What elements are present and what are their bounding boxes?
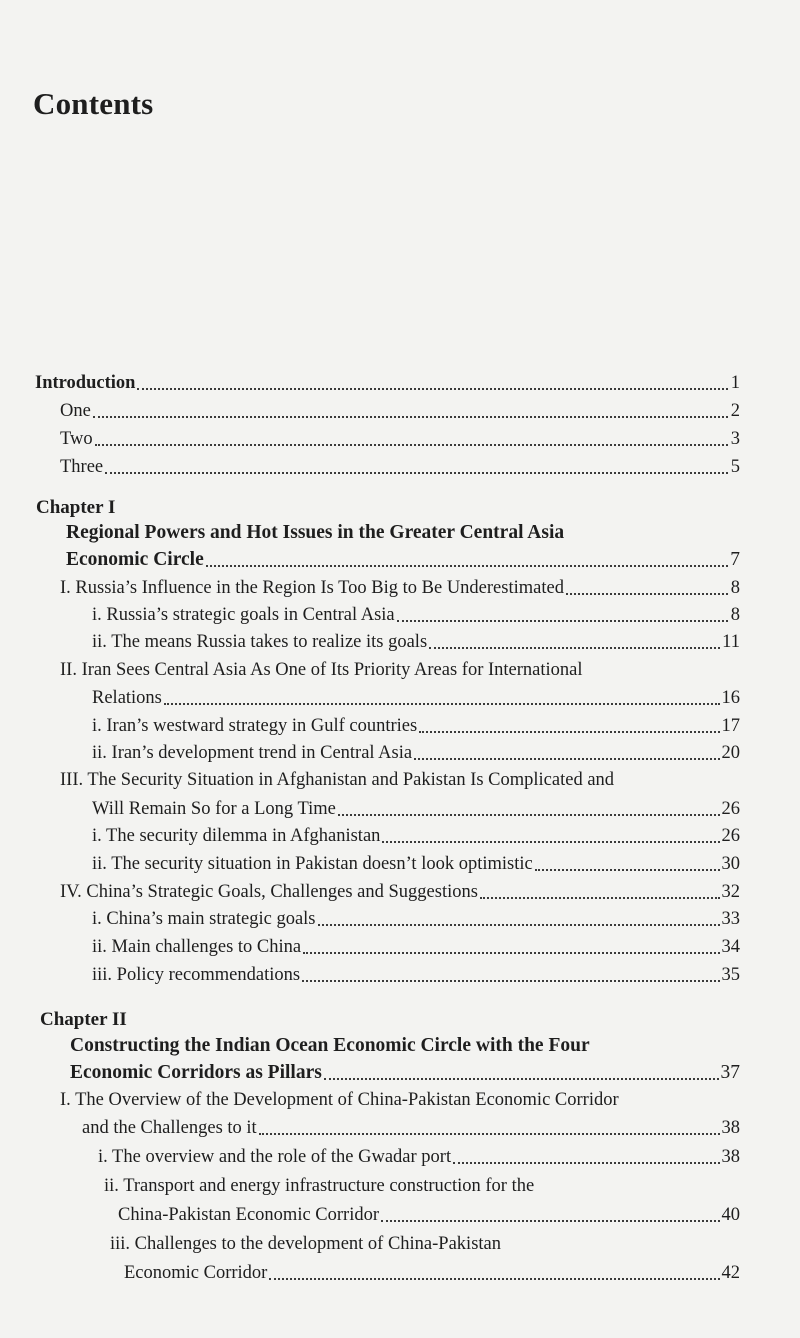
toc-entry-text: Two bbox=[60, 429, 93, 449]
toc-page-number: 30 bbox=[721, 854, 740, 874]
toc-entry-text: i. Iran’s westward strategy in Gulf countries bbox=[92, 716, 418, 736]
toc-entry-text: ii. Main challenges to China bbox=[92, 937, 302, 957]
toc-entry-text: III. The Security Situation in Afghanistan and Pakistan Is Complicated and bbox=[60, 770, 615, 790]
toc-entry-text: Three bbox=[60, 457, 104, 477]
toc-page-number: 35 bbox=[721, 965, 740, 985]
dot-leader bbox=[93, 416, 728, 418]
toc-page-number: 26 bbox=[721, 799, 740, 819]
toc-entry[interactable] bbox=[92, 686, 740, 710]
toc-entry[interactable] bbox=[60, 455, 740, 479]
chapter-label: Chapter I bbox=[36, 497, 116, 518]
dot-leader bbox=[269, 1278, 719, 1280]
toc-entry[interactable] bbox=[118, 1203, 740, 1227]
toc-page-number: 8 bbox=[730, 578, 740, 598]
dot-leader bbox=[429, 647, 720, 649]
toc-entry-text: Economic Corridors as Pillars bbox=[70, 1062, 322, 1083]
toc-page-number: 20 bbox=[721, 743, 740, 763]
dot-leader bbox=[259, 1133, 720, 1135]
toc-page-number: 2 bbox=[730, 401, 740, 421]
toc-page-number: 17 bbox=[721, 716, 740, 736]
toc-page-number: 7 bbox=[730, 549, 740, 570]
toc-entry[interactable] bbox=[60, 576, 740, 600]
toc-entry[interactable] bbox=[92, 714, 740, 738]
toc-page-number: 38 bbox=[721, 1118, 740, 1138]
dot-leader bbox=[302, 980, 719, 982]
toc-entry-text: II. Iran Sees Central Asia As One of Its Priority Areas for International bbox=[60, 660, 583, 680]
dot-leader bbox=[480, 897, 720, 899]
toc-entry-text: i. The overview and the role of the Gwadar port bbox=[98, 1147, 452, 1167]
toc-page-number: 26 bbox=[721, 826, 740, 846]
toc-page-number: 38 bbox=[721, 1147, 740, 1167]
toc-entry[interactable] bbox=[92, 824, 740, 848]
toc-entry-text: i. China’s main strategic goals bbox=[92, 909, 316, 929]
toc-page-number: 3 bbox=[730, 429, 740, 449]
toc-entry[interactable] bbox=[92, 630, 740, 654]
toc-page-number: 34 bbox=[721, 937, 740, 957]
dot-leader bbox=[453, 1162, 719, 1164]
toc-page-number: 32 bbox=[721, 882, 740, 902]
toc-entry[interactable] bbox=[98, 1145, 740, 1169]
toc-entry-text: ii. The means Russia takes to realize its goals bbox=[92, 632, 428, 652]
dot-leader bbox=[206, 565, 728, 567]
toc-entry-text: iii. Policy recommendations bbox=[92, 965, 301, 985]
dot-leader bbox=[535, 869, 720, 871]
dot-leader bbox=[414, 758, 719, 760]
dot-leader bbox=[419, 731, 719, 733]
dot-leader bbox=[105, 472, 728, 474]
toc-entry[interactable] bbox=[92, 963, 740, 987]
toc-page-number: 16 bbox=[721, 688, 740, 708]
toc-page-number: 40 bbox=[721, 1205, 740, 1225]
toc-entry[interactable] bbox=[92, 797, 740, 821]
chapter-label: Chapter II bbox=[40, 1009, 127, 1030]
dot-leader bbox=[382, 841, 719, 843]
dot-leader bbox=[318, 924, 720, 926]
toc-entry[interactable] bbox=[82, 1116, 740, 1140]
toc-entry[interactable] bbox=[92, 603, 740, 627]
toc-entry[interactable] bbox=[60, 399, 740, 423]
toc-entry[interactable] bbox=[92, 907, 740, 931]
toc-page-number: 37 bbox=[720, 1062, 740, 1083]
toc-entry-text: and the Challenges to it bbox=[82, 1118, 257, 1138]
toc-entry-chapter-heading[interactable] bbox=[70, 1061, 740, 1085]
toc-entry-text: i. Russia’s strategic goals in Central Asia bbox=[92, 605, 395, 625]
toc-entry-text: China-Pakistan Economic Corridor bbox=[118, 1205, 380, 1225]
toc-entry[interactable] bbox=[92, 935, 740, 959]
toc-entry-text: One bbox=[60, 401, 91, 421]
dot-leader bbox=[397, 620, 728, 622]
dot-leader bbox=[303, 952, 719, 954]
dot-leader bbox=[338, 814, 720, 816]
dot-leader bbox=[95, 444, 728, 446]
toc-entry[interactable] bbox=[92, 852, 740, 876]
toc-entry-text: Relations bbox=[92, 688, 162, 708]
toc-entry[interactable] bbox=[60, 427, 740, 451]
toc-entry-text: ii. Iran’s development trend in Central Asia bbox=[92, 743, 413, 763]
toc-entry[interactable] bbox=[60, 880, 740, 904]
toc-entry-text: Economic Circle bbox=[66, 549, 204, 570]
toc-entry-chapter-heading[interactable] bbox=[66, 548, 740, 572]
chapter-heading: Regional Powers and Hot Issues in the Greater Central Asia bbox=[66, 522, 565, 543]
toc-page-number: 33 bbox=[721, 909, 740, 929]
toc-entry-text: i. The security dilemma in Afghanistan bbox=[92, 826, 381, 846]
toc-page-number: 8 bbox=[730, 605, 740, 625]
toc-entry-text: iii. Challenges to the development of China-Pakistan bbox=[110, 1234, 501, 1254]
show-through-text bbox=[440, 86, 444, 112]
toc-entry-text: I. The Overview of the Development of China-Pakistan Economic Corridor bbox=[60, 1090, 619, 1110]
dot-leader bbox=[381, 1220, 719, 1222]
chapter-heading: Constructing the Indian Ocean Economic Circle with the Four bbox=[70, 1035, 590, 1056]
dot-leader bbox=[137, 388, 728, 390]
toc-entry-text: Will Remain So for a Long Time bbox=[92, 799, 336, 819]
toc-entry-text: ii. The security situation in Pakistan doesn’t look optimistic bbox=[92, 854, 533, 874]
toc-entry-text: Introduction bbox=[35, 373, 136, 393]
toc-entry[interactable] bbox=[92, 741, 740, 765]
dot-leader bbox=[566, 593, 728, 595]
toc-page-number: 1 bbox=[730, 373, 740, 393]
dot-leader bbox=[164, 703, 720, 705]
toc-entry[interactable] bbox=[124, 1261, 740, 1285]
toc-entry-text: Economic Corridor bbox=[124, 1263, 268, 1283]
toc-entry-text: I. Russia’s Influence in the Region Is Too Big to Be Underestimated bbox=[60, 578, 564, 598]
toc-entry-text: IV. China’s Strategic Goals, Challenges and Suggestions bbox=[60, 882, 478, 902]
page-title: Contents bbox=[33, 86, 154, 121]
toc-page-number: 42 bbox=[721, 1263, 740, 1283]
toc-entry-text: ii. Transport and energy infrastructure construction for the bbox=[104, 1176, 535, 1196]
dot-leader bbox=[324, 1078, 719, 1080]
toc-page-number: 5 bbox=[730, 457, 740, 477]
toc-page-number: 11 bbox=[722, 632, 740, 652]
toc-entry-introduction[interactable] bbox=[35, 371, 740, 395]
